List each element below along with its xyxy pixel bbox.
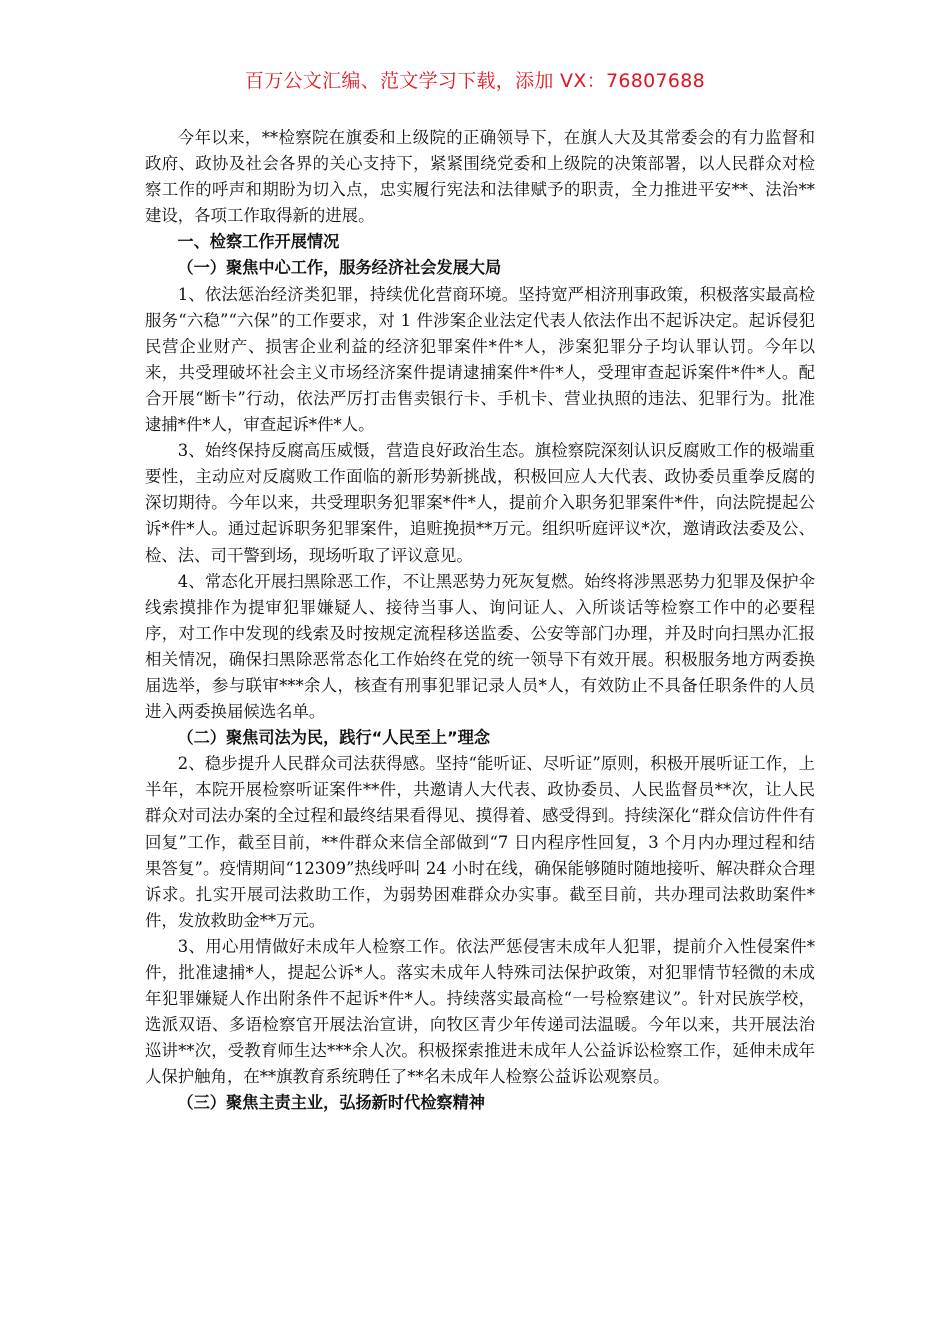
paragraph-2-3: 3、用心用情做好未成年人检察工作。依法严惩侵害未成年人犯罪，提前介入性侵案件*件，批准逮捕*人，提起公诉*人。落实未成年人特殊司法保护政策，对犯罪情节轻微的未成年犯罪嫌疑人作出附条件不起诉*件*人。持续落实最高检“一号检察建议”。针对民族学校，选派双语、多语检察官开展法治宣讲，向牧区青少年传递司法温暖。今年以来，共开展法治巡讲**次，受教育师生达***余人次。积极探索推进未成年人公益诉讼检察工作，延伸未成年人保护触角，在**旗教育系统聘任了**名未成年人检察公益诉讼观察员。 bbox=[145, 936, 815, 1087]
intro-paragraph: 今年以来，**检察院在旗委和上级院的正确领导下，在旗人大及其常委会的有力监督和政府、政协及社会各界的关心支持下，紧紧围绕党委和上级院的决策部署，以人民群众对检察工作的呼声和期盼为切入点，忠实履行宪法和法律赋予的职责，全力推进平安**、法治**建设，各项工作取得新的进展。 bbox=[145, 128, 815, 226]
header-banner: 百万公文汇编、范文学习下载，添加 VX：76807688 bbox=[244, 70, 706, 92]
subsection-1-heading: （一）聚焦中心工作，服务经济社会发展大局 bbox=[177, 258, 502, 278]
paragraph-1-4: 4、常态化开展扫黑除恶工作，不让黑恶势力死灰复燃。始终将涉黑恶势力犯罪及保护伞线索摸排作为提审犯罪嫌疑人、接待当事人、询问证人、入所谈话等检察工作中的必要程序，对工作中发现的线索及时按规定流程移送监委、公安等部门办理，并及时向扫黑办汇报相关情况，确保扫黑除恶常态化工作始终在党的统一领导下有效开展。积极服务地方两委换届选举，参与联审***余人，核查有刑事犯罪记录人员*人，有效防止不具备任职条件的人员进入两委换届候选名单。 bbox=[145, 571, 815, 722]
paragraph-1-3: 3、始终保持反腐高压威慑，营造良好政治生态。旗检察院深刻认识反腐败工作的极端重要性，主动应对反腐败工作面临的新形势新挑战，积极回应人大代表、政协委员重拳反腐的深切期待。今年以来，共受理职务犯罪案*件*人，提前介入职务犯罪案件*件，向法院提起公诉*件*人。通过起诉职务犯罪案件，追赃挽损**万元。组织听庭评议*次，邀请政法委及公、检、法、司干警到场，现场听取了评议意见。 bbox=[145, 441, 815, 565]
section-1-heading: 一、检察工作开展情况 bbox=[177, 232, 340, 252]
paragraph-2-2: 2、稳步提升人民群众司法获得感。坚持“能听证、尽听证”原则，积极开展听证工作，上半年，本院开展检察听证案件**件，共邀请人大代表、政协委员、人民监督员**次，让人民群众对司法办案的全过程和最终结果看得见、摸得着、感受得到。持续深化“群众信访件件有回复”工作，截至目前，**件群众来信全部做到“7 日内程序性回复，3 个月内办理过程和结果答复”。疫情期间“12309”热线呼叫 24 小时在线，确保能够随时随地接听、解决群众合理诉求。扎实开展司法救助工作，为弱势困难群众办实事。截至目前，共办理司法救助案件*件，发放救助金**万元。 bbox=[145, 754, 815, 930]
paragraph-1-1: 1、依法惩治经济类犯罪，持续优化营商环境。坚持宽严相济刑事政策，积极落实最高检服务“六稳”“六保”的工作要求，对 1 件涉案企业法定代表人依法作出不起诉决定。起诉侵犯民营企业财产、损害企业利益的经济犯罪案件*件*人，涉案犯罪分子均认罪认罚。今年以来，共受理破坏社会主义市场经济案件提请逮捕案件*件*人，受理审查起诉案件*件*人。配合开展“断卡”行动，依法严厉打击售卖银行卡、手机卡、营业执照的违法、犯罪行为。批准逮捕*件*人，审查起诉*件*人。 bbox=[145, 284, 815, 435]
document-body bbox=[145, 125, 815, 1117]
subsection-2-heading: （二）聚焦司法为民，践行“人民至上”理念 bbox=[177, 728, 491, 748]
subsection-3-heading: （三）聚焦主责主业，弘扬新时代检察精神 bbox=[177, 1093, 485, 1113]
